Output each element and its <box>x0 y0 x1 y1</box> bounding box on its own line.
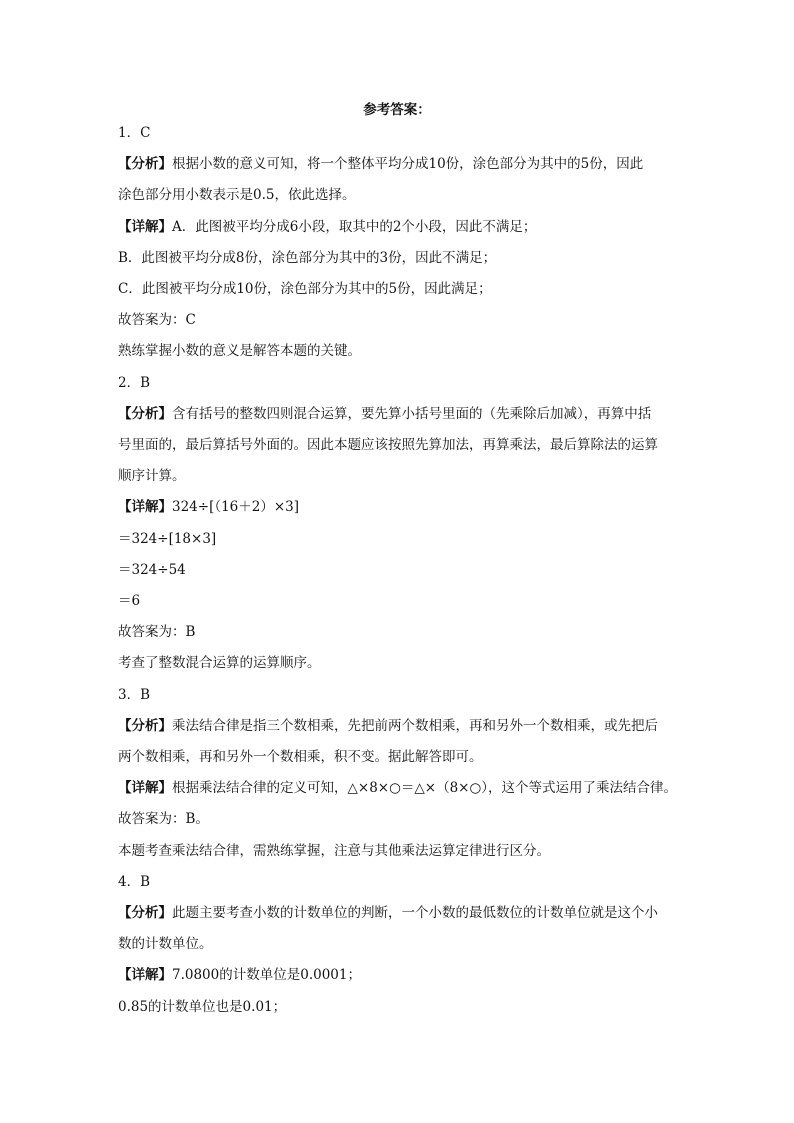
section-tag: 【详解】 <box>118 499 172 516</box>
answer-line <box>118 497 688 517</box>
answer-line <box>118 185 688 205</box>
answer-line <box>118 653 688 673</box>
line-text: C．此图被平均分成10份，涂色部分为其中的5份，因此满足； <box>118 281 492 297</box>
line-text: 此题主要考查小数的计数单位的判断，一个小数的最低数位的计数单位就是这个小 <box>172 905 658 921</box>
line-text: ＝6 <box>118 593 141 609</box>
answer-line <box>118 154 688 174</box>
section-tag: 【详解】 <box>118 218 172 235</box>
line-text: B．此图被平均分成8份，涂色部分为其中的3份，因此不满足； <box>118 249 497 266</box>
line-text: 7.0800的计数单位是0.0001； <box>172 967 361 984</box>
section-tag: 【详解】 <box>118 780 172 797</box>
answer-line <box>118 310 688 330</box>
line-text: 熟练掌握小数的意义是解答本题的关键。 <box>118 343 361 360</box>
line-text: ＝324÷[18×3] <box>118 530 217 547</box>
answer-line <box>118 435 688 455</box>
line-text: 324÷[（16＋2）×3] <box>172 499 300 516</box>
line-text: 故答案为：C <box>118 312 196 329</box>
page-title: 参考答案： <box>363 102 431 118</box>
line-text: 两个数相乘，再和另外一个数相乘，积不变。据此解答即可。 <box>118 749 483 765</box>
line-text: 含有括号的整数四则混合运算，要先算小括号里面的（先乘除后加减），再算中括 <box>172 405 652 422</box>
section-tag: 【分析】 <box>118 905 172 921</box>
line-text: 本题考查乘法结合律，需熟练掌握，注意与其他乘法运算定律进行区分。 <box>118 842 550 859</box>
line-text: 根据小数的意义可知，将一个整体平均分成10份，涂色部分为其中的5份，因此 <box>172 156 644 173</box>
section-tag: 【分析】 <box>118 405 172 422</box>
line-text: 0.85的计数单位也是0.01； <box>118 998 287 1015</box>
answer-line <box>118 529 688 549</box>
line-text: 号里面的，最后算括号外面的。因此本题应该按照先算加法，再算乘法，最后算除法的运算 <box>118 437 658 453</box>
answer-line <box>118 778 688 798</box>
line-text: 涂色部分用小数表示是0.5，依此选择。 <box>118 187 356 204</box>
answer-line <box>118 466 688 486</box>
answer-line <box>118 997 688 1017</box>
section-tag: 【详解】 <box>118 967 172 984</box>
answer-number: 4．B <box>118 873 151 890</box>
line-text: 考查了整数混合运算的运算顺序。 <box>118 655 321 672</box>
answer-line <box>118 248 688 268</box>
answer-line <box>118 716 688 736</box>
answer-line <box>118 841 688 861</box>
line-text: A．此图被平均分成6小段，取其中的2个小段，因此不满足； <box>172 218 537 235</box>
answer-line <box>118 747 688 767</box>
line-text: ＝324÷54 <box>118 561 186 578</box>
answer-line <box>118 560 688 580</box>
section-tag: 【分析】 <box>118 156 172 173</box>
answer-line <box>118 404 688 424</box>
answer-number: 2．B <box>118 374 151 391</box>
line-text: 故答案为：B <box>118 624 196 641</box>
section-tag: 【分析】 <box>118 717 172 734</box>
answer-line <box>118 341 688 361</box>
answer-line <box>118 809 688 829</box>
line-text: 顺序计算。 <box>118 468 186 485</box>
answer-line <box>118 591 688 611</box>
line-text: 数的计数单位。 <box>118 936 213 953</box>
answer-line <box>118 217 688 237</box>
answer-line <box>118 279 688 299</box>
line-text: 故答案为：B。 <box>118 811 209 828</box>
answer-line <box>118 934 688 954</box>
line-text: 乘法结合律是指三个数相乘，先把前两个数相乘，再和另外一个数相乘，或先把后 <box>172 717 658 734</box>
answer-line <box>118 903 688 923</box>
line-text: 根据乘法结合律的定义可知，△×8×○＝△×（8×○），这个等式运用了乘法结合律。 <box>172 780 677 797</box>
answer-line <box>118 965 688 985</box>
answer-line <box>118 622 688 642</box>
answer-number: 3．B <box>118 686 151 703</box>
answer-number: 1．C <box>118 125 151 141</box>
